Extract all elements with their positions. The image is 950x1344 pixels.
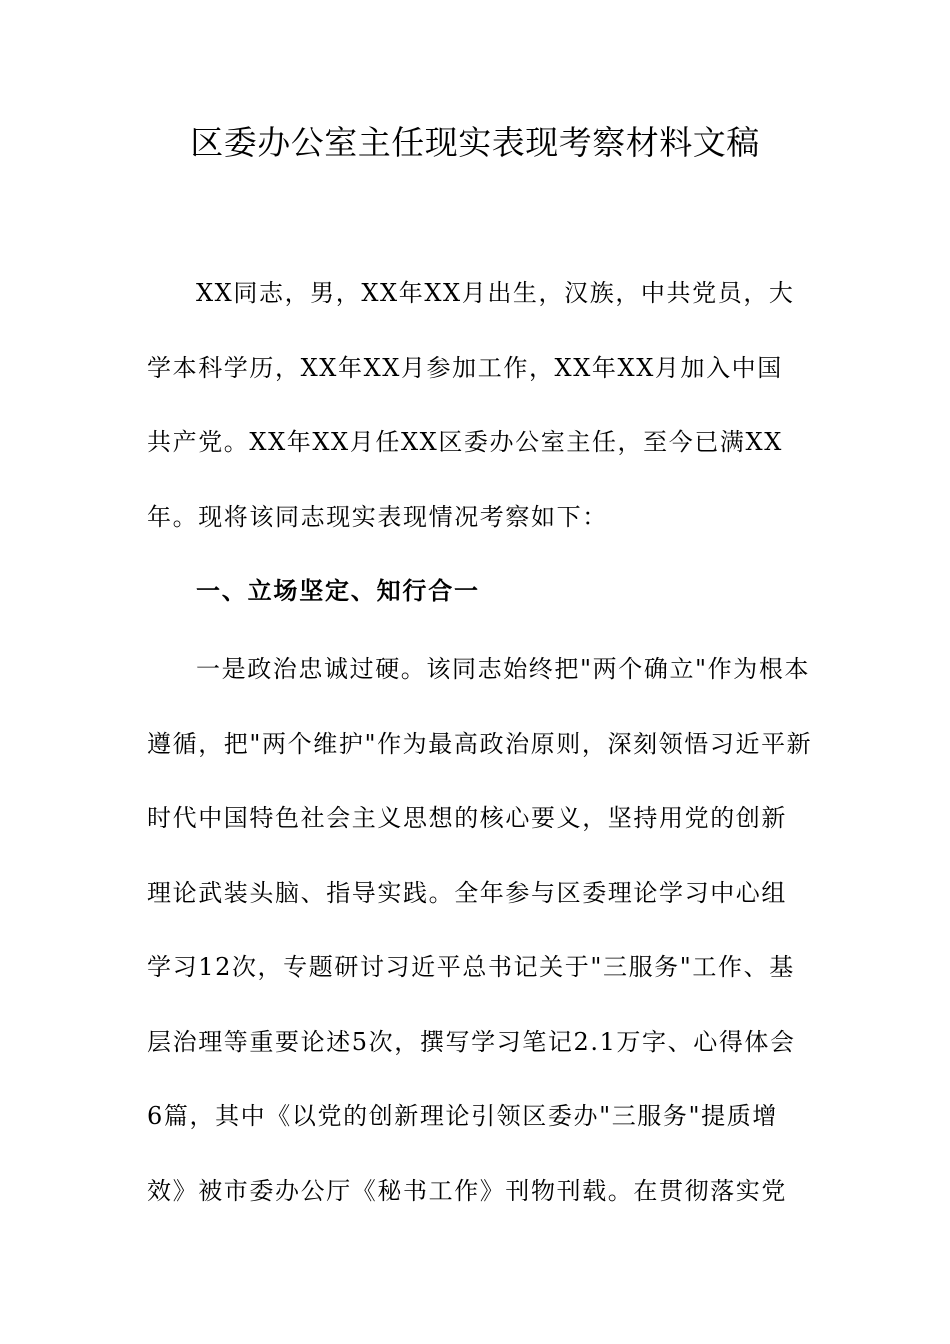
body-paragraph (147, 632, 813, 1228)
text-line: 学本科学历，XX年XX月参加工作，XX年XX月加入中国 (147, 353, 783, 382)
text-line: 学习12次，专题研讨习近平总书记关于"三服务"工作、基 (147, 953, 795, 981)
text-line: 共产党。XX年XX月任XX区委办公室主任，至今已满XX (147, 428, 783, 456)
text-line: XX同志，男，XX年XX月出生，汉族，中共党员，大 (196, 279, 795, 307)
text-line: 遵循，把"两个维护"作为最高政治原则，深刻领悟习近平新 (147, 729, 813, 758)
text-line: 时代中国特色社会主义思想的核心要义，坚持用党的创新 (147, 804, 787, 832)
text-line: 理论武装头脑、指导实践。全年参与区委理论学习中心组 (147, 878, 787, 907)
text-line: 年。现将该同志现实表现情况考察如下： (147, 502, 608, 531)
section-heading: 一、立场坚定、知行合一 (196, 577, 480, 605)
intro-paragraph (147, 256, 807, 629)
document-title: 区委办公室主任现实表现考察材料文稿 (190, 123, 760, 162)
text-line: 6篇，其中《以党的创新理论引领区委办"三服务"提质增 (147, 1102, 778, 1130)
text-line: 层治理等重要论述5次，撰写学习笔记2.1万字、心得体会 (147, 1027, 796, 1056)
text-line: 一是政治忠诚过硬。该同志始终把"两个确立"作为根本 (196, 655, 811, 683)
text-line: 效》被市委办公厅《秘书工作》刊物刊载。在贯彻落实党 (147, 1176, 787, 1205)
